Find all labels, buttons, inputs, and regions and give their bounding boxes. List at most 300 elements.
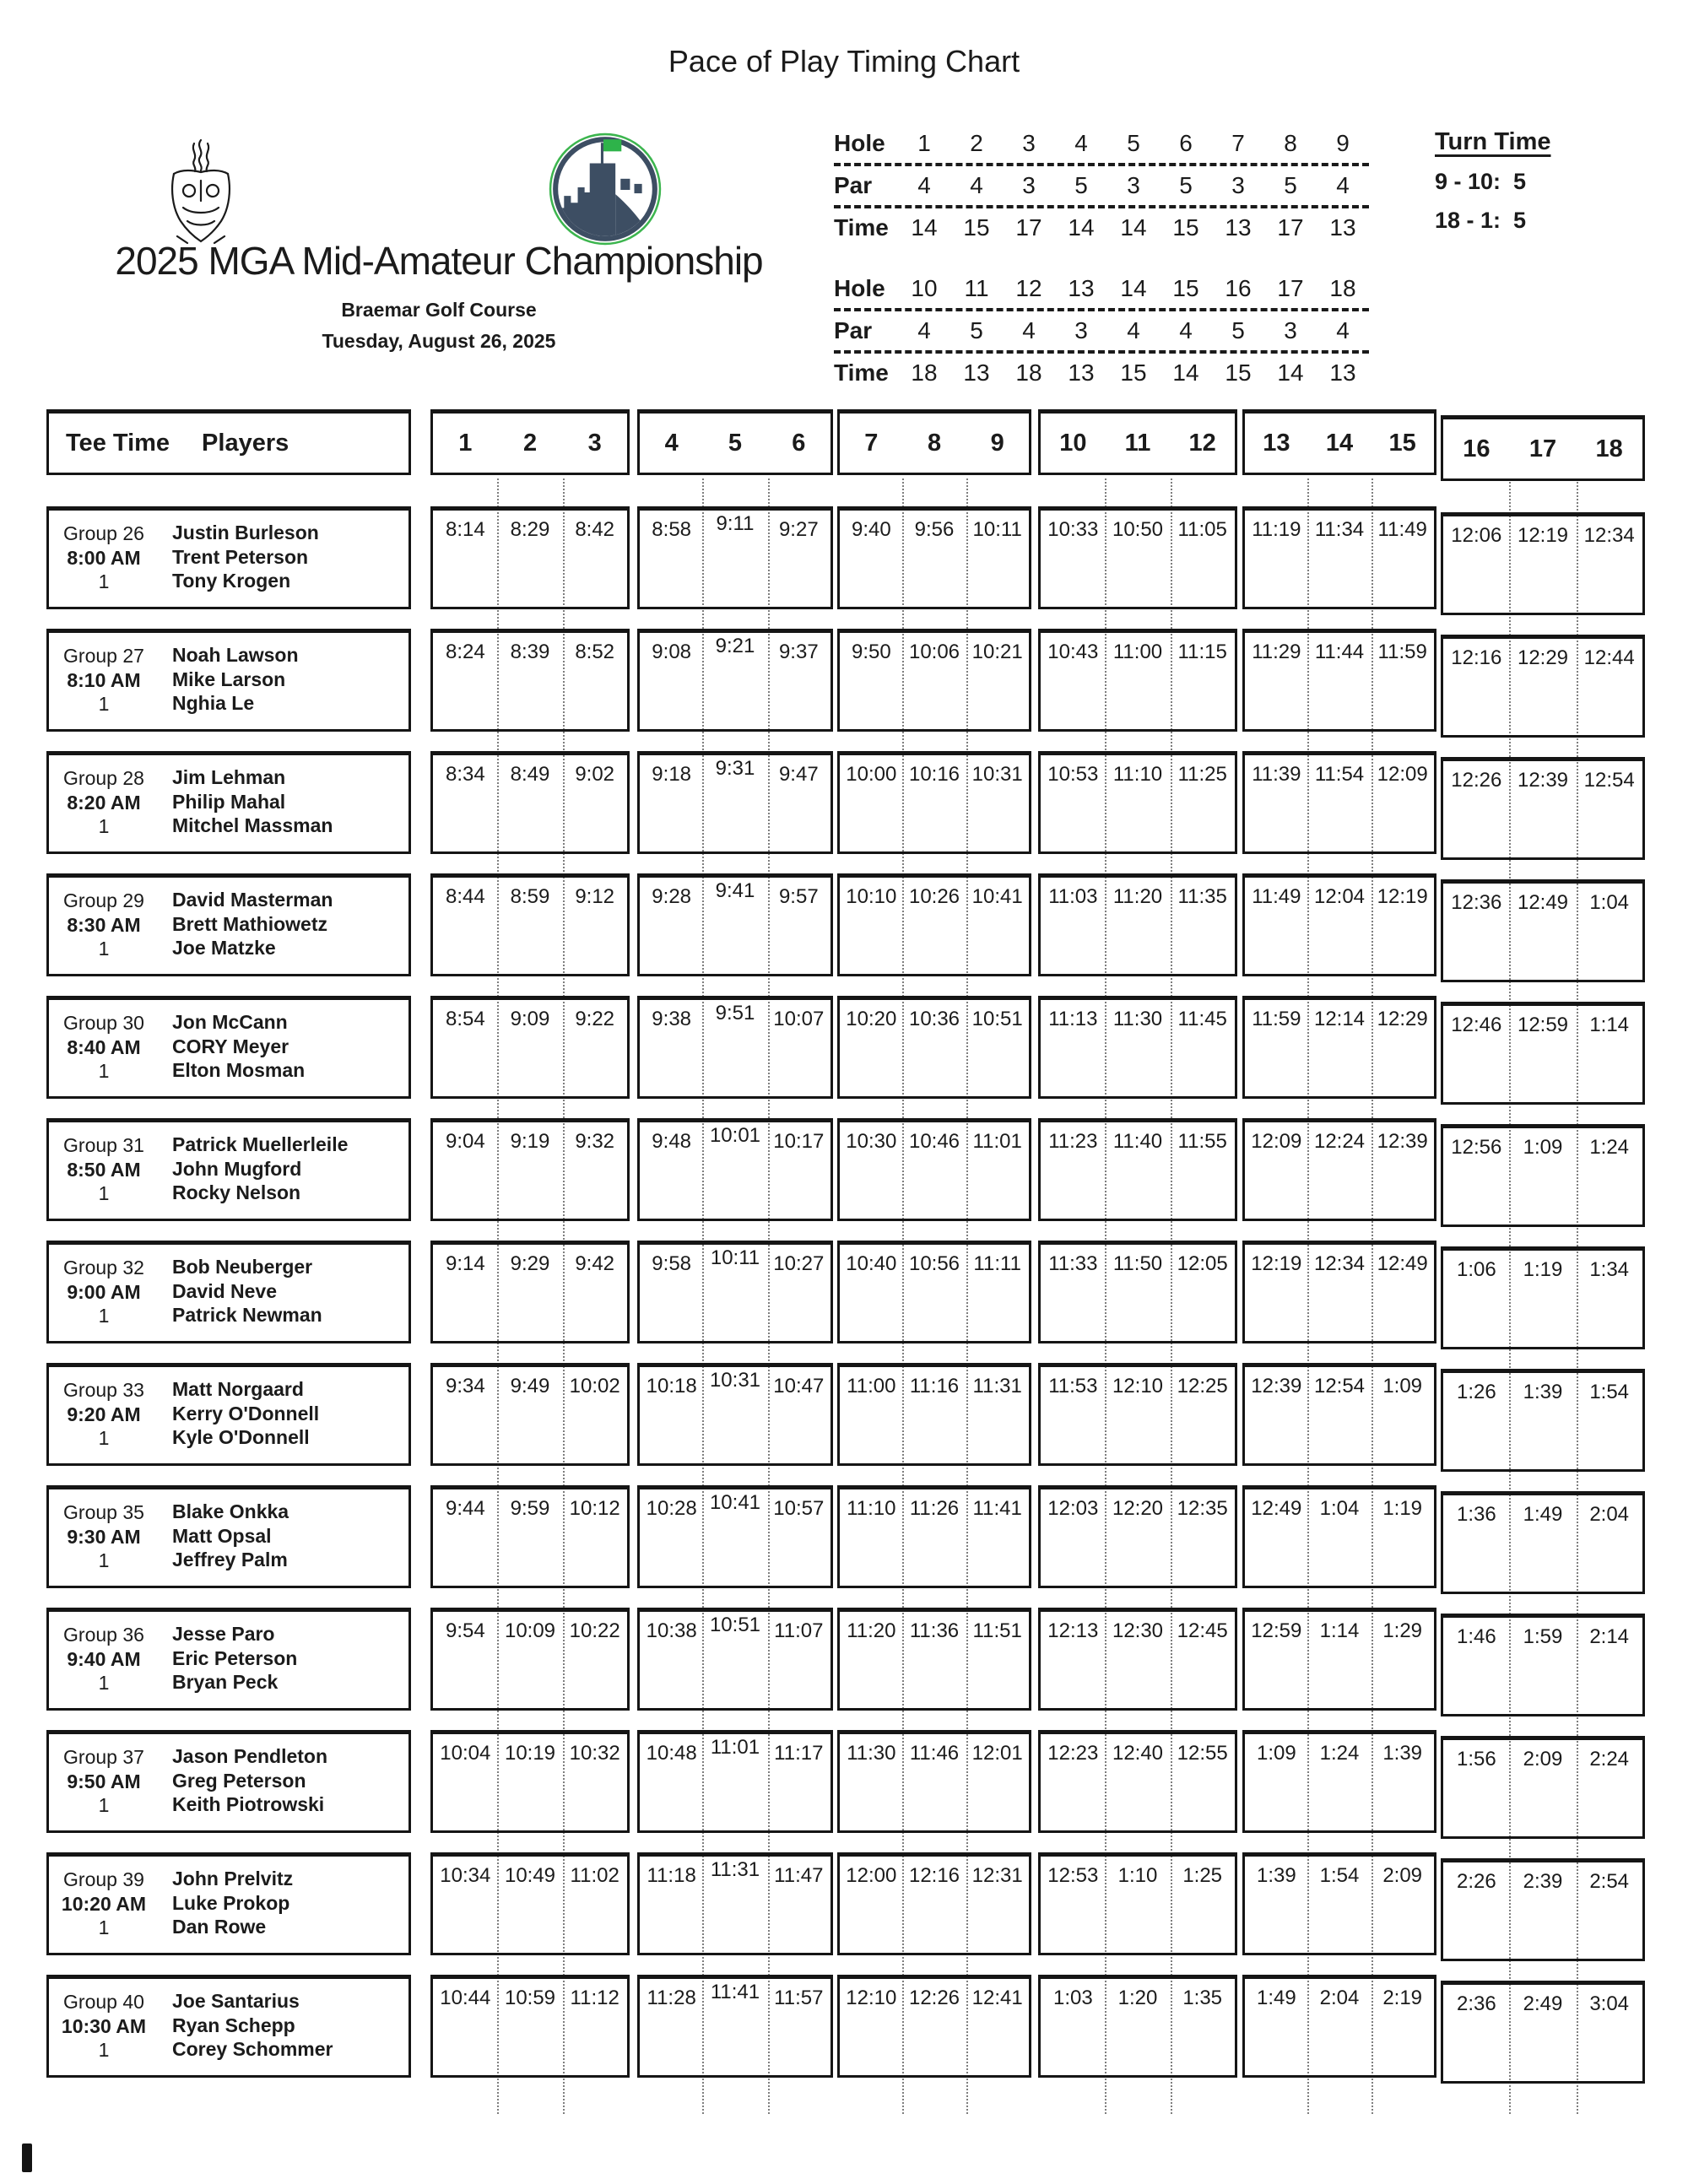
time-cell	[966, 1489, 1029, 1586]
time-cell	[767, 755, 830, 851]
time-cell	[433, 1979, 498, 2075]
time-cell	[1041, 1245, 1106, 1341]
hole-time: 9:48	[652, 1130, 692, 1153]
time-cell	[1170, 1367, 1235, 1463]
event-date: Tuesday, August 26, 2025	[322, 330, 556, 352]
start-tee-label: 1	[98, 693, 110, 715]
pace-value: 1	[917, 130, 931, 156]
time-cell	[840, 633, 903, 729]
hole-time: 10:27	[773, 1252, 825, 1275]
turn-time-heading: Turn Time	[1435, 128, 1551, 155]
time-cell	[498, 1857, 563, 1953]
hole-time: 2:04	[1319, 1987, 1360, 2009]
time-cell	[703, 1612, 766, 1708]
hole-time: 12:34	[1583, 524, 1635, 547]
player-name: Joe Santarius	[172, 1990, 300, 2012]
time-cell	[703, 1122, 766, 1219]
time-block	[1441, 1246, 1645, 1349]
time-cell	[498, 1489, 563, 1586]
time-cell	[1510, 1373, 1577, 1469]
group-label: Group 27	[63, 645, 144, 667]
pace-value: 18	[1015, 359, 1042, 386]
start-tee-label: 1	[98, 1427, 110, 1449]
hole-time: 11:53	[1048, 1375, 1098, 1397]
time-block	[837, 1608, 1031, 1711]
group-info-box	[46, 1363, 411, 1466]
time-cell	[703, 1489, 766, 1586]
time-cell	[1576, 1985, 1642, 2081]
time-cell	[1576, 1618, 1642, 1714]
time-cell	[767, 1734, 830, 1830]
time-cell	[562, 1245, 627, 1341]
hole-time: 12:46	[1451, 1014, 1502, 1036]
time-cell	[640, 1122, 703, 1219]
time-cell	[1443, 884, 1510, 980]
pace-value: 17	[1277, 275, 1304, 301]
time-cell	[562, 1857, 627, 1953]
hole-time: 11:19	[1252, 518, 1301, 541]
time-cell	[640, 1000, 703, 1096]
time-cell	[1170, 1857, 1235, 1953]
time-cell	[498, 1734, 563, 1830]
group-info-box	[46, 1118, 411, 1221]
hole-time: 1:34	[1589, 1258, 1630, 1281]
time-cell	[966, 755, 1029, 851]
group-meta	[49, 1245, 159, 1341]
time-cell	[767, 1367, 830, 1463]
time-block	[1242, 1608, 1436, 1711]
group-label: Group 36	[63, 1624, 144, 1646]
hole-time: 9:59	[510, 1497, 550, 1520]
time-cell	[498, 755, 563, 851]
player-names	[159, 1367, 408, 1463]
hole-time: 8:42	[575, 518, 615, 541]
hole-header-cell	[767, 414, 830, 473]
hole-time: 10:47	[773, 1375, 825, 1397]
hole-time: 8:58	[652, 518, 692, 541]
tee-time-label: 9:40 AM	[67, 1647, 141, 1670]
hole-time: 12:23	[1047, 1742, 1099, 1765]
time-cell	[1170, 1612, 1235, 1708]
hole-time: 10:02	[569, 1375, 620, 1397]
pace-value: 5	[1284, 172, 1297, 198]
time-cell	[767, 878, 830, 974]
hole-time: 10:49	[504, 1864, 556, 1887]
hole-header-block	[637, 409, 833, 475]
player-name: Kerry O'Donnell	[172, 1402, 320, 1424]
time-cell	[1106, 1000, 1171, 1096]
time-block	[637, 1852, 833, 1955]
hole-time: 10:48	[646, 1742, 697, 1765]
hole-time: 8:44	[445, 885, 485, 908]
start-tee-label: 1	[98, 2039, 110, 2061]
hole-number-header: 1	[458, 429, 473, 457]
hole-time: 1:39	[1382, 1742, 1423, 1765]
time-cell	[640, 1979, 703, 2075]
time-cell	[433, 1489, 498, 1586]
time-cell	[498, 1245, 563, 1341]
time-cell	[1510, 639, 1577, 735]
hole-time: 10:50	[1112, 518, 1164, 541]
pace-value: 13	[1225, 214, 1252, 241]
time-cell	[1510, 1740, 1577, 1836]
hole-time: 12:29	[1377, 1008, 1428, 1030]
time-cell	[1170, 878, 1235, 974]
hole-time: 10:40	[846, 1252, 897, 1275]
pace-row-label: Hole	[834, 130, 885, 156]
hole-time: 11:23	[1048, 1130, 1098, 1153]
time-cell	[903, 1979, 966, 2075]
group-meta	[49, 1000, 159, 1096]
time-cell	[1371, 633, 1434, 729]
time-cell	[640, 1612, 703, 1708]
player-name: Jeffrey Palm	[172, 1549, 288, 1570]
time-cell	[1041, 1979, 1106, 2075]
tee-time-label: 10:20 AM	[61, 1892, 147, 1915]
time-block	[637, 751, 833, 854]
hole-time: 9:34	[445, 1375, 485, 1397]
time-block	[637, 1363, 833, 1466]
player-name: Blake Onkka	[172, 1500, 289, 1522]
hole-time: 10:32	[569, 1742, 620, 1765]
time-cell	[1041, 1367, 1106, 1463]
hole-time: 9:57	[778, 885, 819, 908]
hole-time: 11:46	[909, 1742, 960, 1765]
time-block	[1441, 1002, 1645, 1105]
time-cell	[1371, 1979, 1434, 2075]
hole-time: 9:41	[715, 879, 755, 902]
time-block	[1038, 1118, 1237, 1221]
hole-time: 11:15	[1177, 641, 1227, 663]
hole-time: 8:39	[510, 641, 550, 663]
hole-time: 12:14	[1313, 1008, 1366, 1030]
time-cell	[1443, 1985, 1510, 2081]
start-tee-label: 1	[98, 1794, 110, 1816]
time-block	[637, 1485, 833, 1588]
time-cell	[703, 1857, 766, 1953]
player-name: Kyle O'Donnell	[172, 1426, 310, 1448]
time-cell	[1308, 1245, 1372, 1341]
hole-time: 1:46	[1456, 1625, 1496, 1648]
time-cell	[1510, 761, 1577, 857]
time-cell	[703, 1979, 766, 2075]
group-label: Group 33	[63, 1379, 144, 1401]
time-cell	[1576, 884, 1642, 980]
hole-time: 12:39	[1377, 1130, 1428, 1153]
hole-time: 12:19	[1251, 1252, 1302, 1275]
time-cell	[1245, 878, 1308, 974]
time-cell	[903, 1857, 966, 1953]
time-cell	[640, 1367, 703, 1463]
time-cell	[966, 1734, 1029, 1830]
time-cell	[903, 1612, 966, 1708]
time-block	[1441, 1981, 1645, 2084]
hole-time: 12:24	[1313, 1130, 1366, 1153]
hole-time: 1:25	[1182, 1864, 1223, 1887]
player-name: John Prelvitz	[172, 1868, 294, 1889]
time-cell	[498, 1979, 563, 2075]
hole-time: 12:54	[1313, 1375, 1366, 1397]
time-block	[430, 873, 630, 976]
time-cell	[903, 755, 966, 851]
time-block	[430, 1363, 630, 1466]
hole-number-header: 12	[1188, 429, 1216, 457]
hole-time: 9:14	[445, 1252, 485, 1275]
player-name: Tony Krogen	[172, 570, 291, 592]
hole-number-header: 7	[864, 429, 879, 457]
hole-time: 12:39	[1517, 769, 1569, 792]
hole-time: 10:53	[1047, 763, 1099, 786]
hole-time: 2:39	[1523, 1870, 1563, 1893]
hole-time: 12:20	[1112, 1497, 1164, 1520]
time-cell	[1443, 1373, 1510, 1469]
pace-value: 2	[970, 130, 983, 156]
time-cell	[1576, 1373, 1642, 1469]
pace-value: 14	[1068, 214, 1095, 241]
hole-time: 9:56	[914, 518, 955, 541]
pace-value: 3	[1127, 172, 1140, 198]
start-tee-label: 1	[98, 938, 110, 960]
hole-time: 12:06	[1451, 524, 1502, 547]
pace-value: 4	[1074, 130, 1088, 156]
time-cell	[1308, 633, 1372, 729]
player-name: Jim Lehman	[172, 766, 286, 788]
hole-time: 11:29	[1252, 641, 1301, 663]
group-label: Group 29	[63, 889, 144, 911]
hole-time: 11:39	[1252, 763, 1301, 786]
hole-time: 10:30	[846, 1130, 897, 1153]
hole-time: 10:46	[908, 1130, 960, 1153]
time-block	[1242, 1852, 1436, 1955]
hole-time: 1:59	[1523, 1625, 1563, 1648]
time-cell	[1041, 1489, 1106, 1586]
time-cell	[640, 633, 703, 729]
time-block	[430, 1730, 630, 1833]
hole-header-block	[430, 409, 630, 475]
tee-time-label: 9:20 AM	[67, 1403, 141, 1425]
hole-time: 9:42	[575, 1252, 615, 1275]
start-tee-label: 1	[98, 1060, 110, 1082]
pace-value: 14	[1120, 214, 1147, 241]
time-cell	[1371, 1857, 1434, 1953]
hole-time: 10:57	[773, 1497, 825, 1520]
time-block	[1441, 1491, 1645, 1594]
time-cell	[703, 755, 766, 851]
time-cell	[1308, 511, 1372, 607]
hole-time: 12:05	[1177, 1252, 1228, 1275]
time-cell	[1443, 1740, 1510, 1836]
pace-value: 14	[1277, 359, 1304, 386]
pace-value: 3	[1231, 172, 1245, 198]
scan-artifact	[22, 2143, 32, 2172]
pace-value: 17	[1277, 214, 1304, 241]
tee-time-players-header-box	[46, 409, 411, 475]
time-block	[1242, 1975, 1436, 2078]
time-block	[430, 751, 630, 854]
time-cell	[1041, 1612, 1106, 1708]
group-meta	[49, 1979, 159, 2075]
pace-value: 13	[963, 359, 990, 386]
time-block	[837, 1363, 1031, 1466]
page-title: Pace of Play Timing Chart	[668, 44, 1020, 78]
group-meta	[49, 755, 159, 851]
time-cell	[498, 633, 563, 729]
player-name: Patrick Newman	[172, 1304, 322, 1326]
time-cell	[1245, 1612, 1308, 1708]
time-block	[837, 1730, 1031, 1833]
hole-time: 9:28	[652, 885, 692, 908]
player-name: Jon McCann	[172, 1011, 288, 1033]
hole-time: 11:34	[1314, 518, 1365, 541]
hole-time: 10:18	[646, 1375, 697, 1397]
course-name: Braemar Golf Course	[341, 299, 537, 321]
hole-time: 10:06	[908, 641, 960, 663]
time-cell	[1308, 1367, 1372, 1463]
hole-time: 10:44	[440, 1987, 491, 2009]
hole-time: 12:59	[1517, 1014, 1569, 1036]
time-cell	[433, 878, 498, 974]
hole-header-cell	[1170, 414, 1235, 473]
hole-time: 10:41	[709, 1491, 761, 1514]
time-cell	[1576, 1740, 1642, 1836]
time-cell	[433, 1734, 498, 1830]
player-names	[159, 1245, 408, 1341]
time-cell	[840, 1489, 903, 1586]
time-cell	[1308, 1734, 1372, 1830]
time-block	[1441, 757, 1645, 860]
time-cell	[562, 1367, 627, 1463]
time-cell	[1041, 511, 1106, 607]
time-cell	[562, 878, 627, 974]
pace-value: 4	[917, 172, 931, 198]
time-block	[1242, 996, 1436, 1099]
time-cell	[903, 1734, 966, 1830]
time-block	[430, 1118, 630, 1221]
hole-time: 10:59	[504, 1987, 556, 2009]
event-title: 2025 MGA Mid-Amateur Championship	[115, 239, 763, 283]
group-label: Group 32	[63, 1257, 144, 1279]
player-names	[159, 1979, 408, 2075]
hole-header-cell	[903, 414, 966, 473]
hole-time: 1:04	[1319, 1497, 1360, 1520]
time-block	[637, 1118, 833, 1221]
time-cell	[1245, 1734, 1308, 1830]
time-block	[1242, 629, 1436, 732]
hole-time: 10:09	[504, 1619, 556, 1642]
hole-time: 1:09	[1256, 1742, 1296, 1765]
tee-time-header-label: Tee Time	[66, 429, 170, 457]
player-names	[159, 1122, 408, 1219]
time-cell	[1443, 1128, 1510, 1224]
time-block	[837, 751, 1031, 854]
pace-row-label: Par	[834, 172, 873, 198]
player-names	[159, 755, 408, 851]
start-tee-label: 1	[98, 1672, 110, 1694]
time-cell	[1576, 1128, 1642, 1224]
hole-time: 12:35	[1177, 1497, 1228, 1520]
time-cell	[562, 1000, 627, 1096]
time-cell	[1106, 511, 1171, 607]
time-block	[1441, 1369, 1645, 1472]
time-cell	[1510, 1128, 1577, 1224]
pace-value: 3	[1022, 130, 1036, 156]
group-info-box	[46, 1608, 411, 1711]
time-cell	[433, 1857, 498, 1953]
time-cell	[767, 1489, 830, 1586]
time-cell	[433, 1612, 498, 1708]
time-cell	[1576, 1862, 1642, 1959]
hole-time: 2:09	[1382, 1864, 1423, 1887]
time-cell	[840, 1734, 903, 1830]
group-label: Group 31	[63, 1134, 144, 1156]
time-block	[837, 1975, 1031, 2078]
hole-time: 11:07	[774, 1619, 824, 1642]
hole-time: 12:19	[1517, 524, 1569, 547]
time-cell	[903, 633, 966, 729]
time-cell	[840, 1979, 903, 2075]
time-cell	[1510, 1006, 1577, 1102]
pace-value: 6	[1179, 130, 1193, 156]
time-cell	[1245, 1245, 1308, 1341]
time-cell	[767, 1245, 830, 1341]
time-block	[837, 629, 1031, 732]
hole-time: 12:53	[1047, 1864, 1099, 1887]
time-cell	[966, 1612, 1029, 1708]
time-cell	[433, 755, 498, 851]
turn-time-entry: 18 - 1: 5	[1435, 208, 1527, 233]
group-label: Group 26	[63, 522, 144, 544]
hole-time: 1:24	[1589, 1136, 1630, 1159]
time-cell	[1308, 1857, 1372, 1953]
hole-time: 2:04	[1589, 1503, 1630, 1526]
hole-time: 12:19	[1377, 885, 1428, 908]
group-meta	[49, 1612, 159, 1708]
time-cell	[1371, 511, 1434, 607]
hole-time: 12:49	[1251, 1497, 1302, 1520]
time-block	[430, 629, 630, 732]
time-cell	[966, 1245, 1029, 1341]
time-block	[1038, 996, 1237, 1099]
time-block	[1038, 629, 1237, 732]
time-cell	[1106, 1979, 1171, 2075]
hole-header-cell	[433, 414, 498, 473]
hole-time: 1:26	[1456, 1381, 1496, 1403]
player-name: Noah Lawson	[172, 644, 299, 666]
time-cell	[1443, 1618, 1510, 1714]
hole-time: 11:51	[972, 1619, 1022, 1642]
pace-value: 15	[1225, 359, 1252, 386]
time-block	[1038, 1363, 1237, 1466]
time-cell	[1371, 1245, 1434, 1341]
time-cell	[1245, 633, 1308, 729]
hole-time: 2:54	[1589, 1870, 1630, 1893]
group-info-box	[46, 506, 411, 609]
time-cell	[562, 1734, 627, 1830]
hole-time: 9:02	[575, 763, 615, 786]
time-block	[1242, 1730, 1436, 1833]
hole-time: 9:21	[715, 635, 755, 657]
time-cell	[767, 633, 830, 729]
hole-time: 12:13	[1047, 1619, 1099, 1642]
group-meta	[49, 1489, 159, 1586]
hole-time: 11:50	[1112, 1252, 1163, 1275]
pace-value: 15	[1120, 359, 1147, 386]
time-cell	[703, 1245, 766, 1341]
time-cell	[1510, 1985, 1577, 2081]
tee-time-label: 9:50 AM	[67, 1770, 141, 1792]
time-cell	[840, 1000, 903, 1096]
time-cell	[1041, 1000, 1106, 1096]
